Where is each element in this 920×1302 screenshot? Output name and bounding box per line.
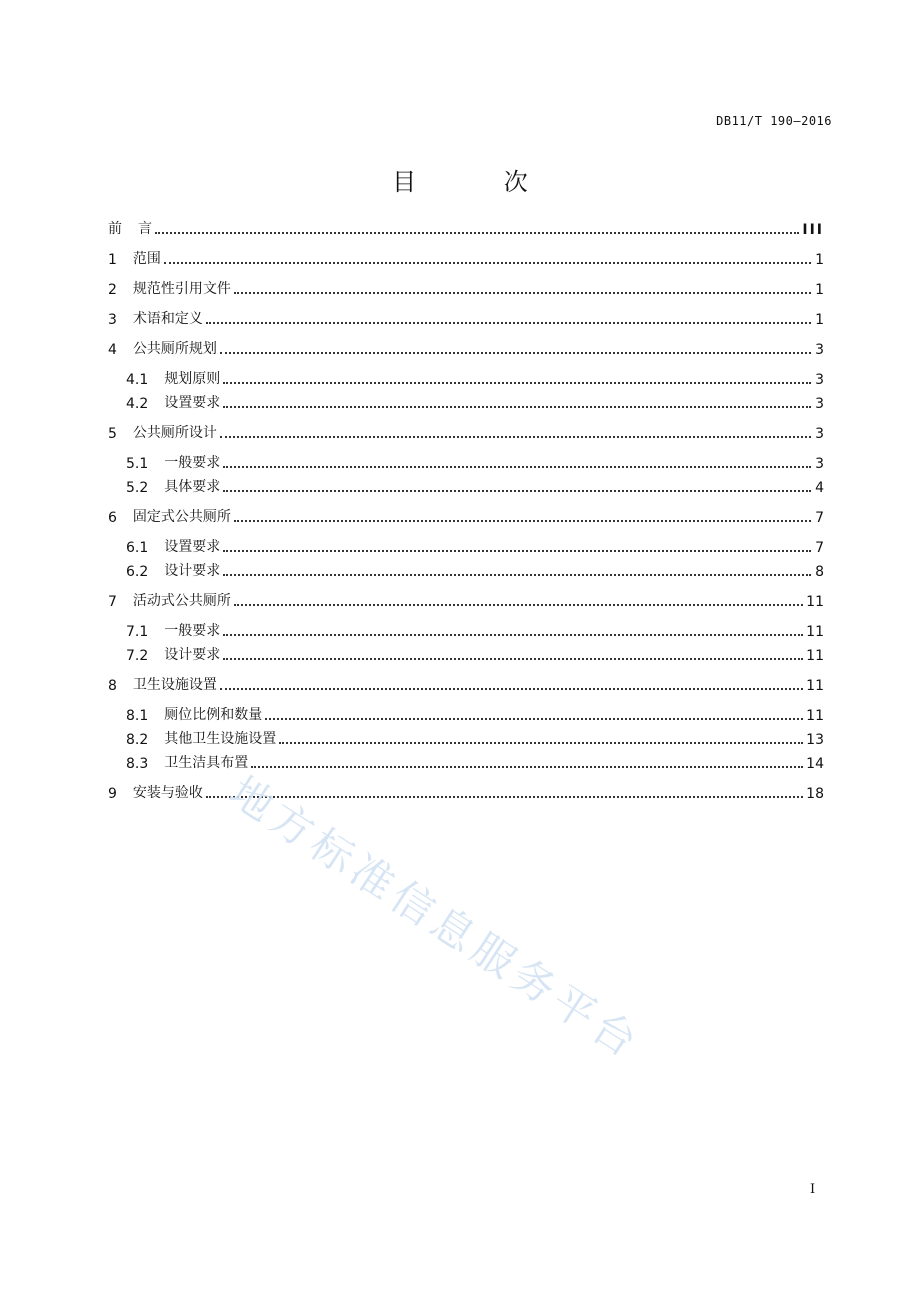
toc-entry-number: 8.1 xyxy=(126,708,149,724)
toc-entry-number: 1 xyxy=(108,252,117,268)
toc-entry-number: 前 xyxy=(108,221,122,237)
toc-entry-label: 固定式公共厕所 xyxy=(132,509,231,525)
dot-leader xyxy=(223,465,811,468)
toc-entry[interactable] xyxy=(108,610,824,640)
toc-entry-page: 11 xyxy=(806,594,824,610)
toc-entry-number: 7.1 xyxy=(126,624,149,640)
toc-entry-number: 5.1 xyxy=(126,456,149,472)
toc-entry-page: III xyxy=(802,222,824,238)
toc-entry-number: 7.2 xyxy=(126,648,149,664)
toc-entry-page: 11 xyxy=(806,648,824,664)
toc-entry[interactable] xyxy=(108,526,824,556)
toc-entry-page: 1 xyxy=(815,312,824,328)
dot-leader xyxy=(164,261,811,264)
toc-entry-number: 8.3 xyxy=(126,756,149,772)
page-number: I xyxy=(810,1182,816,1197)
toc-entry-page: 13 xyxy=(806,732,824,748)
toc-entry-label: 一般要求 xyxy=(164,623,221,639)
toc-entry-number: 4.2 xyxy=(126,396,149,412)
dot-leader xyxy=(223,549,811,552)
toc-entry-label: 设置要求 xyxy=(164,395,221,411)
dot-leader xyxy=(223,381,811,384)
toc-entry-label: 活动式公共厕所 xyxy=(132,593,231,609)
toc-entry-number: 8 xyxy=(108,678,117,694)
toc-entry-label: 规划原则 xyxy=(164,371,221,387)
toc-entry-label: 厕位比例和数量 xyxy=(164,707,263,723)
toc-entry-number: 6.1 xyxy=(126,540,149,556)
toc-entry[interactable] xyxy=(108,238,824,268)
dot-leader xyxy=(155,231,799,234)
table-of-contents xyxy=(108,208,824,802)
toc-entry-label: 设置要求 xyxy=(164,539,221,555)
toc-entry-number: 2 xyxy=(108,282,117,298)
watermark: 地方标准信息服务平台 xyxy=(220,766,651,1070)
toc-entry-page: 7 xyxy=(815,540,824,556)
page-title: 目 次 xyxy=(392,168,568,196)
toc-entry-label: 规范性引用文件 xyxy=(132,281,231,297)
toc-entry-label: 设计要求 xyxy=(164,563,221,579)
toc-entry-number: 9 xyxy=(108,786,117,802)
toc-entry-page: 11 xyxy=(806,678,824,694)
toc-entry[interactable] xyxy=(108,640,824,664)
dot-leader xyxy=(223,489,811,492)
dot-leader xyxy=(223,633,803,636)
dot-leader xyxy=(234,603,803,606)
toc-entry-page: 3 xyxy=(815,372,824,388)
toc-entry-page: 3 xyxy=(815,342,824,358)
toc-entry-page: 7 xyxy=(815,510,824,526)
toc-entry[interactable] xyxy=(108,694,824,724)
dot-leader xyxy=(223,405,811,408)
toc-entry[interactable] xyxy=(108,328,824,358)
toc-entry-number: 4.1 xyxy=(126,372,149,388)
toc-entry-number: 7 xyxy=(108,594,117,610)
toc-entry-page: 3 xyxy=(815,396,824,412)
toc-entry[interactable] xyxy=(108,472,824,496)
dot-leader xyxy=(265,717,803,720)
toc-entry[interactable] xyxy=(108,748,824,772)
dot-leader xyxy=(220,351,811,354)
toc-entry-number: 3 xyxy=(108,312,117,328)
toc-entry-label: 一般要求 xyxy=(164,455,221,471)
toc-entry-label: 安装与验收 xyxy=(132,785,203,801)
dot-leader xyxy=(223,573,811,576)
toc-entry[interactable] xyxy=(108,724,824,748)
toc-entry-label: 范围 xyxy=(132,251,161,267)
toc-entry-number: 6 xyxy=(108,510,117,526)
document-code: DB11/T 190—2016 xyxy=(716,114,832,128)
toc-entry[interactable] xyxy=(108,556,824,580)
toc-entry-label: 具体要求 xyxy=(164,479,221,495)
toc-entry-label: 术语和定义 xyxy=(132,311,203,327)
toc-entry[interactable] xyxy=(108,580,824,610)
dot-leader xyxy=(220,435,811,438)
toc-entry-number: 5 xyxy=(108,426,117,442)
dot-leader xyxy=(234,519,811,522)
dot-leader xyxy=(279,741,803,744)
toc-entry[interactable] xyxy=(108,442,824,472)
toc-entry-label: 卫生洁具布置 xyxy=(164,755,249,771)
dot-leader xyxy=(220,687,803,690)
toc-entry-page: 11 xyxy=(806,708,824,724)
toc-entry-page: 1 xyxy=(815,282,824,298)
dot-leader xyxy=(234,291,811,294)
toc-entry-page: 3 xyxy=(815,456,824,472)
toc-entry[interactable] xyxy=(108,496,824,526)
toc-entry-page: 4 xyxy=(815,480,824,496)
dot-leader xyxy=(251,765,803,768)
toc-entry-page: 11 xyxy=(806,624,824,640)
toc-entry[interactable] xyxy=(108,268,824,298)
toc-entry-label: 公共厕所规划 xyxy=(132,341,217,357)
toc-entry[interactable] xyxy=(108,772,824,802)
dot-leader xyxy=(206,321,811,324)
toc-entry-page: 3 xyxy=(815,426,824,442)
toc-entry-label: 言 xyxy=(138,221,152,237)
toc-entry-label: 设计要求 xyxy=(164,647,221,663)
toc-entry[interactable] xyxy=(108,358,824,388)
toc-entry-number: 6.2 xyxy=(126,564,149,580)
toc-entry-page: 1 xyxy=(815,252,824,268)
toc-entry-number: 4 xyxy=(108,342,117,358)
toc-entry-label: 其他卫生设施设置 xyxy=(164,731,277,747)
toc-entry-page: 8 xyxy=(815,564,824,580)
toc-entry-number: 5.2 xyxy=(126,480,149,496)
toc-entry-page: 14 xyxy=(806,756,824,772)
toc-entry[interactable] xyxy=(108,208,824,238)
toc-entry-label: 卫生设施设置 xyxy=(132,677,217,693)
dot-leader xyxy=(223,657,803,660)
toc-entry[interactable] xyxy=(108,664,824,694)
toc-entry-label: 公共厕所设计 xyxy=(132,425,217,441)
toc-entry[interactable] xyxy=(108,388,824,412)
toc-entry-page: 18 xyxy=(806,786,824,802)
toc-entry[interactable] xyxy=(108,412,824,442)
toc-entry-number: 8.2 xyxy=(126,732,149,748)
toc-entry[interactable] xyxy=(108,298,824,328)
